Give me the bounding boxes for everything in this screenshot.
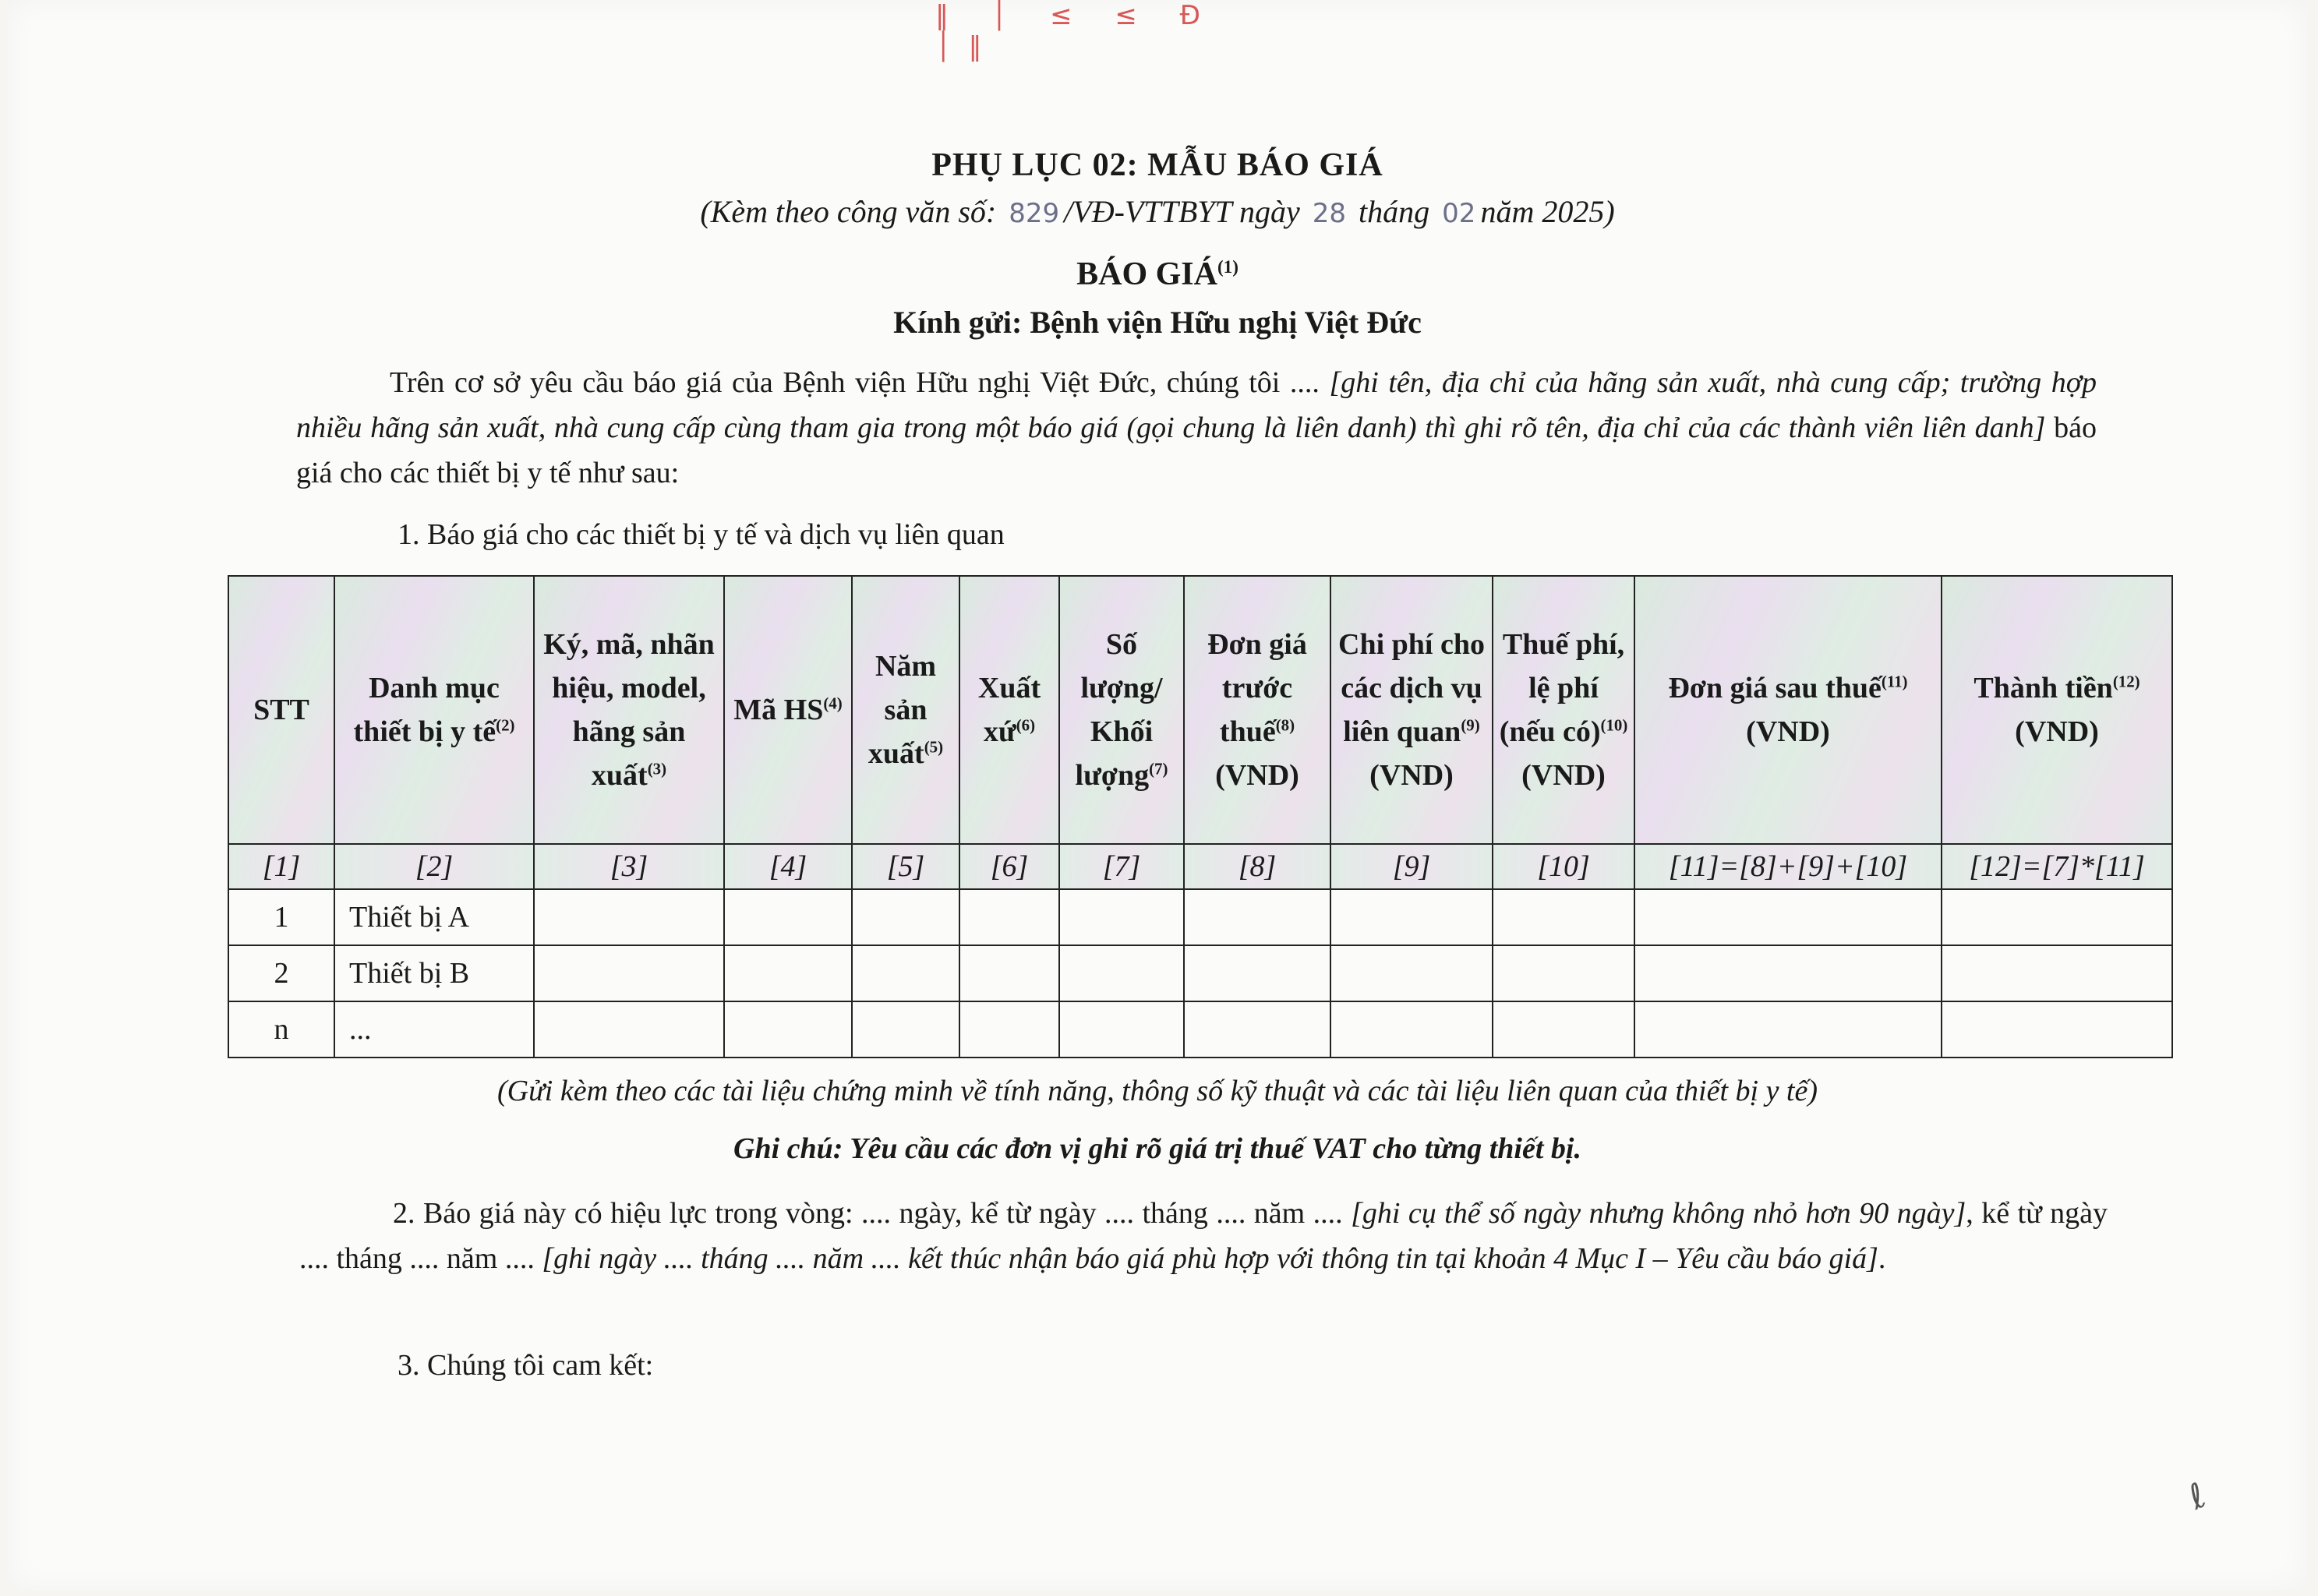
intro-italic: [ghi tên, địa chỉ của hãng sản xuất, nhà cung cấp; trường hợp nhiều hãng sản xuất, nhà cung cấp cùng tham gia trong một báo giá (gọi chung là liên danh) thì ghi rõ tên, địa chỉ của các thành viên liên danh] <box>296 366 2097 444</box>
table-row <box>228 889 2172 945</box>
table-header-row <box>228 576 2172 844</box>
column-header-unit: (VND) <box>1746 715 1830 748</box>
row-number-cell: 1 <box>228 889 334 945</box>
document-page <box>8 0 2307 1590</box>
column-header-footnote: (3) <box>647 759 667 779</box>
empty-cell <box>1330 889 1493 945</box>
empty-cell <box>1184 945 1330 1001</box>
column-header-6 <box>959 576 1059 844</box>
appendix-title: PHỤ LỤC 02: MẪU BÁO GIÁ <box>931 147 1383 183</box>
section-2-paragraph <box>299 1191 2108 1281</box>
column-header-label: Số lượng/ Khối lượng <box>1075 628 1163 792</box>
ref-mid1: /VĐ-VTTBYT ngày <box>1064 194 1300 229</box>
empty-cell <box>1634 1001 1942 1058</box>
empty-cell <box>1493 1001 1634 1058</box>
empty-cell <box>1184 889 1330 945</box>
intro-tail: báo giá cho các thiết bị y tế như sau: <box>296 411 2097 489</box>
empty-cell <box>1059 945 1184 1001</box>
empty-cell <box>724 889 852 945</box>
column-number-cell: [4] <box>724 844 852 889</box>
row-number-cell: n <box>228 1001 334 1058</box>
column-number-cell: [9] <box>1330 844 1493 889</box>
empty-cell <box>534 1001 724 1058</box>
empty-cell <box>534 889 724 945</box>
column-header-label: Đơn giá trước thuế <box>1207 628 1307 748</box>
column-header-label: Thuế phí, lệ phí (nếu có) <box>1499 628 1625 748</box>
column-header-label: Chi phí cho các dịch vụ liên quan <box>1338 628 1485 748</box>
empty-cell <box>959 889 1059 945</box>
column-header-label: Danh mục thiết bị y tế <box>353 672 500 748</box>
column-header-12 <box>1942 576 2172 844</box>
column-header-1 <box>228 576 334 844</box>
column-number-cell: [2] <box>334 844 534 889</box>
device-name-cell: ... <box>334 1001 534 1058</box>
device-name-cell: Thiết bị A <box>334 889 534 945</box>
column-header-footnote: (6) <box>1016 715 1036 735</box>
ref-prefix: (Kèm theo công văn số: <box>700 194 997 229</box>
empty-cell <box>1942 1001 2172 1058</box>
column-header-unit: (VND) <box>1369 759 1454 792</box>
empty-cell <box>852 889 959 945</box>
section-3-heading: 3. Chúng tôi cam kết: <box>398 1349 654 1382</box>
column-header-label: Đơn giá sau thuế <box>1668 672 1882 704</box>
section-2-italic2: [ghi ngày .... tháng .... năm .... kết thúc nhận báo giá phù hợp với thông tin tại khoản 4 Mục I – Yêu cầu báo giá] <box>542 1242 1878 1275</box>
section-2-text: 2. Báo giá này có hiệu lực trong vòng: .... ngày, kể từ ngày .... tháng .... năm .... <box>393 1197 1343 1230</box>
column-header-unit: (VND) <box>2015 715 2099 748</box>
empty-cell <box>1330 945 1493 1001</box>
quote-table <box>228 575 2173 1058</box>
stamp-fragment: ‖ │ ≤ ≤ Đ │‖ <box>935 0 1218 62</box>
section-2-mid: , kể từ ngày .... tháng .... năm .... <box>299 1197 2108 1275</box>
empty-cell <box>1942 889 2172 945</box>
column-header-label: Xuất xứ <box>977 672 1041 748</box>
column-header-3 <box>534 576 724 844</box>
signature-mark: ℓ <box>2182 1475 2213 1518</box>
reference-line <box>8 193 2307 230</box>
empty-cell <box>959 1001 1059 1058</box>
column-number-cell: [5] <box>852 844 959 889</box>
empty-cell <box>1059 889 1184 945</box>
handwritten-doc-number: 829 <box>1009 198 1060 229</box>
row-number-cell: 2 <box>228 945 334 1001</box>
column-number-cell: [11]=[8]+[9]+[10] <box>1634 844 1942 889</box>
empty-cell <box>724 1001 852 1058</box>
column-header-footnote: (2) <box>496 715 515 735</box>
column-header-8 <box>1184 576 1330 844</box>
column-header-label: Ký, mã, nhãn hiệu, model, hãng sản xuất <box>543 628 715 792</box>
column-header-unit: (VND) <box>1521 759 1606 792</box>
column-header-footnote: (11) <box>1881 672 1908 691</box>
column-header-footnote: (10) <box>1600 715 1628 735</box>
column-number-cell: [12]=[7]*[11] <box>1942 844 2172 889</box>
empty-cell <box>959 945 1059 1001</box>
column-number-cell: [3] <box>534 844 724 889</box>
empty-cell <box>1330 1001 1493 1058</box>
column-number-cell: [7] <box>1059 844 1184 889</box>
column-header-5 <box>852 576 959 844</box>
empty-cell <box>724 945 852 1001</box>
empty-cell <box>852 945 959 1001</box>
column-header-10 <box>1493 576 1634 844</box>
column-header-footnote: (7) <box>1149 759 1168 779</box>
table-column-number-row <box>228 844 2172 889</box>
table-row <box>228 945 2172 1001</box>
empty-cell <box>1493 945 1634 1001</box>
intro-paragraph <box>296 360 2097 496</box>
column-header-label: STT <box>253 694 309 726</box>
addressee: Kính gửi: Bệnh viện Hữu nghị Việt Đức <box>893 305 1422 340</box>
empty-cell <box>534 945 724 1001</box>
intro-text: Trên cơ sở yêu cầu báo giá của Bệnh viện Hữu nghị Việt Đức, chúng tôi .... <box>390 366 1320 399</box>
empty-cell <box>1634 889 1942 945</box>
column-header-11 <box>1634 576 1942 844</box>
quote-heading-text: BÁO GIÁ <box>1076 256 1217 292</box>
device-name-cell: Thiết bị B <box>334 945 534 1001</box>
table-body <box>228 889 2172 1058</box>
section-2-italic1: [ghi cụ thể số ngày nhưng không nhỏ hơn 90 ngày] <box>1351 1197 1966 1230</box>
column-number-cell: [6] <box>959 844 1059 889</box>
empty-cell <box>852 1001 959 1058</box>
column-header-label: Thành tiền <box>1973 672 2113 704</box>
empty-cell <box>1942 945 2172 1001</box>
handwritten-day: 28 <box>1312 198 1347 229</box>
column-header-9 <box>1330 576 1493 844</box>
column-header-2 <box>334 576 534 844</box>
quote-heading-sup: (1) <box>1217 256 1239 277</box>
column-header-unit: (VND) <box>1215 759 1299 792</box>
ref-suffix: năm 2025) <box>1480 194 1615 229</box>
column-number-cell: [10] <box>1493 844 1634 889</box>
table-row <box>228 1001 2172 1058</box>
vat-note: Ghi chú: Yêu cầu các đơn vị ghi rõ giá trị thuế VAT cho từng thiết bị. <box>733 1132 1581 1165</box>
column-header-7 <box>1059 576 1184 844</box>
handwritten-month: 02 <box>1442 198 1476 229</box>
column-header-label: Năm sản xuất <box>867 650 937 770</box>
column-header-footnote: (12) <box>2112 672 2140 691</box>
attachment-caption: (Gửi kèm theo các tài liệu chứng minh về tính năng, thông số kỹ thuật và các tài liệu liên quan của thiết bị y tế) <box>496 1075 1818 1107</box>
empty-cell <box>1184 1001 1330 1058</box>
section-2-end: . <box>1878 1242 1886 1275</box>
column-header-footnote: (8) <box>1275 715 1295 735</box>
empty-cell <box>1059 1001 1184 1058</box>
empty-cell <box>1634 945 1942 1001</box>
column-header-footnote: (9) <box>1461 715 1480 735</box>
section-1-heading: 1. Báo giá cho các thiết bị y tế và dịch vụ liên quan <box>398 518 1005 551</box>
quote-heading <box>8 256 2307 293</box>
column-header-label: Mã HS <box>733 694 824 726</box>
column-header-footnote: (5) <box>924 737 944 757</box>
column-header-4 <box>724 576 852 844</box>
column-header-footnote: (4) <box>823 694 843 713</box>
column-number-cell: [1] <box>228 844 334 889</box>
ref-mid2: tháng <box>1359 194 1430 229</box>
empty-cell <box>1493 889 1634 945</box>
column-number-cell: [8] <box>1184 844 1330 889</box>
